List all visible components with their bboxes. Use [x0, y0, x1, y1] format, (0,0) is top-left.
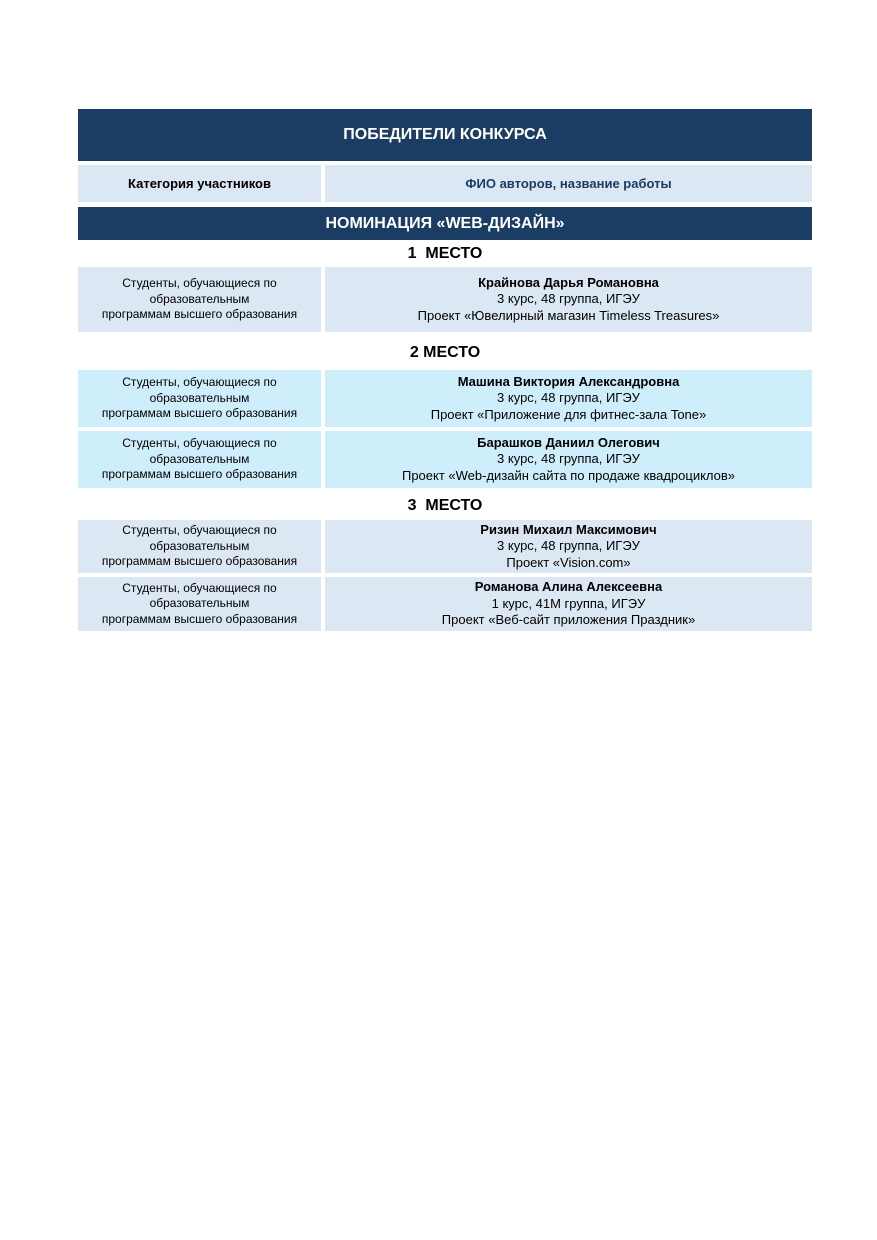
table-header-row [78, 165, 812, 202]
winner-project: Проект «Приложение для фитнес-зала Tone» [430, 406, 707, 422]
category-line: программам высшего образования [101, 406, 298, 421]
table-title: ПОБЕДИТЕЛИ КОНКУРСА [78, 109, 812, 161]
category-line: Студенты, обучающиеся по [122, 375, 277, 390]
category-cell [78, 431, 321, 488]
winner-name: Крайнова Дарья Романовна [478, 274, 659, 290]
winner-group: 3 курс, 48 группа, ИГЭУ [497, 538, 640, 554]
header-category: Категория участников [78, 165, 321, 202]
winner-cell [325, 370, 812, 427]
winner-group: 3 курс, 48 группа, ИГЭУ [497, 390, 640, 406]
winner-project: Проект «Ювелирный магазин Timeless Treasures» [417, 307, 720, 323]
winner-project: Проект «Веб-сайт приложения Праздник» [441, 612, 696, 628]
category-line: программам высшего образования [101, 611, 298, 626]
category-cell [78, 370, 321, 427]
category-line: программам высшего образования [101, 554, 298, 569]
place-title-1: 1 МЕСТО [407, 245, 483, 262]
header-authors: ФИО авторов, название работы [325, 165, 812, 202]
category-line: образовательным [149, 596, 250, 611]
winner-cell [325, 577, 812, 631]
winner-name: Машина Виктория Александровна [457, 373, 680, 389]
category-cell [78, 520, 321, 573]
winner-name: Ризин Михаил Максимович [480, 521, 657, 537]
winner-group: 3 курс, 48 группа, ИГЭУ [497, 291, 640, 307]
category-line: Студенты, обучающиеся по [122, 523, 277, 538]
winner-cell [325, 520, 812, 573]
category-line: Студенты, обучающиеся по [122, 436, 277, 451]
category-cell [78, 267, 321, 332]
category-line: образовательным [149, 291, 250, 306]
category-line: программам высшего образования [101, 467, 298, 482]
place-title-2: 2 МЕСТО [409, 344, 481, 361]
winner-project: Проект «Vision.com» [506, 554, 631, 570]
category-line: образовательным [149, 390, 250, 405]
category-line: образовательным [149, 538, 250, 553]
winners-table [78, 109, 812, 635]
winner-name: Барашков Даниил Олегович [477, 434, 660, 450]
winner-group: 1 курс, 41М группа, ИГЭУ [491, 595, 646, 611]
winner-name: Романова Алина Алексеевна [474, 579, 663, 595]
category-cell [78, 577, 321, 631]
category-line: Студенты, обучающиеся по [122, 580, 277, 595]
winner-cell [325, 431, 812, 488]
table-row [78, 370, 812, 427]
table-row [78, 520, 812, 573]
category-line: образовательным [149, 451, 250, 466]
table-row [78, 577, 812, 631]
nomination-title: НОМИНАЦИЯ «WEB-ДИЗАЙН» [78, 207, 812, 240]
category-line: Студенты, обучающиеся по [122, 276, 277, 291]
winner-cell [325, 267, 812, 332]
place-title-3: 3 МЕСТО [407, 497, 483, 514]
category-line: программам высшего образования [101, 307, 298, 322]
table-row [78, 267, 812, 332]
winner-group: 3 курс, 48 группа, ИГЭУ [497, 451, 640, 467]
table-row [78, 431, 812, 488]
winner-project: Проект «Web-дизайн сайта по продаже квадроциклов» [401, 467, 736, 483]
